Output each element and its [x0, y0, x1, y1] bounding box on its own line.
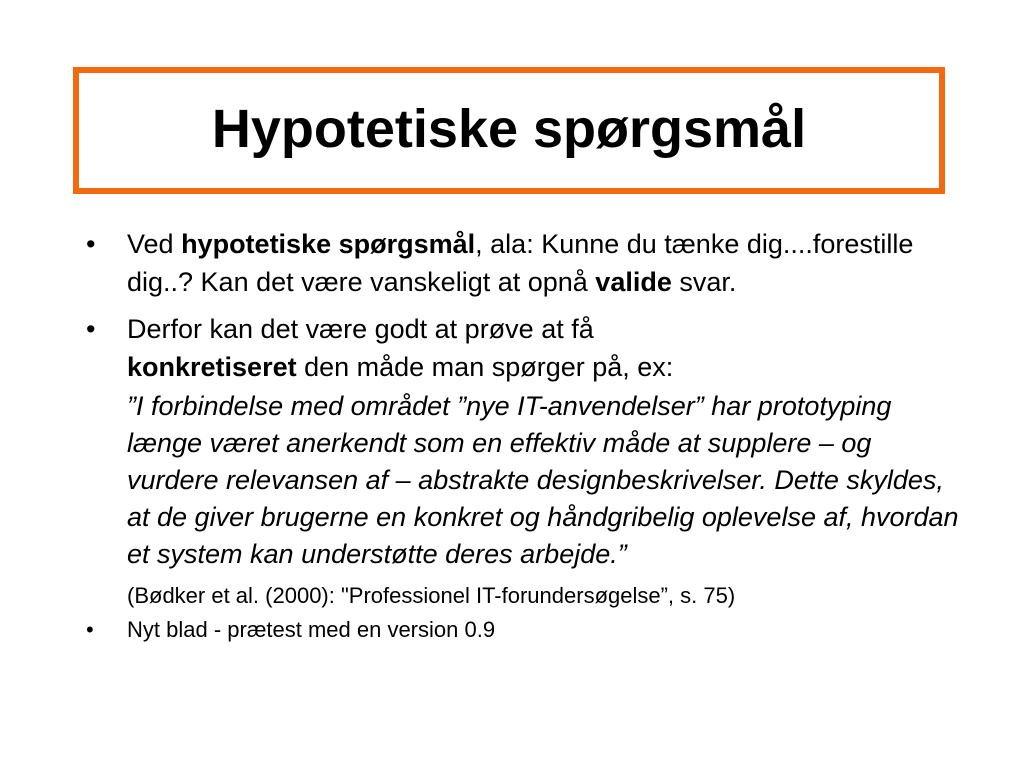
slide-title: Hypotetiske spørgsmål: [211, 98, 807, 159]
emphasis-text: hypotetiske spørgsmål: [181, 229, 476, 259]
bullet-text-2: Derfor kan det være godt at prøve at få konkretiseret den måde man spørger på, ex:: [127, 314, 674, 382]
bullet-item: [86, 310, 966, 386]
citation-text: (Bødker et al. (2000): "Professionel IT-forundersøgelse”, s. 75): [127, 583, 736, 608]
bullet-text-3: Nyt blad - prætest med en version 0.9: [127, 617, 496, 642]
slide-body: [86, 225, 966, 645]
bullet-item: [86, 225, 966, 301]
emphasis-text: konkretiseret: [127, 352, 297, 382]
bullet-item: [86, 615, 966, 645]
emphasis-text: valide: [595, 267, 672, 297]
bullet-marker: •: [86, 314, 96, 344]
quote-text: ”I forbindelse med området ”nye IT-anvendelser” har prototyping længe været anerkendt som en effektiv måde at supplere – og vurdere relevansen af – abstrakte designbeskrivelser. Dette skyldes, at de giver brugerne en konkret og håndgribelig oplevelse af, hvordan et system kan understøtte deres arbejde.”: [127, 391, 959, 569]
title-box: [73, 67, 945, 194]
bullet-marker: •: [86, 617, 94, 642]
bullet-marker: •: [86, 229, 96, 259]
bullet-text-1: Ved hypotetiske spørgsmål, ala: Kunne du tænke dig....forestille dig..? Kan det være vanskeligt at opnå valide svar.: [127, 229, 914, 297]
